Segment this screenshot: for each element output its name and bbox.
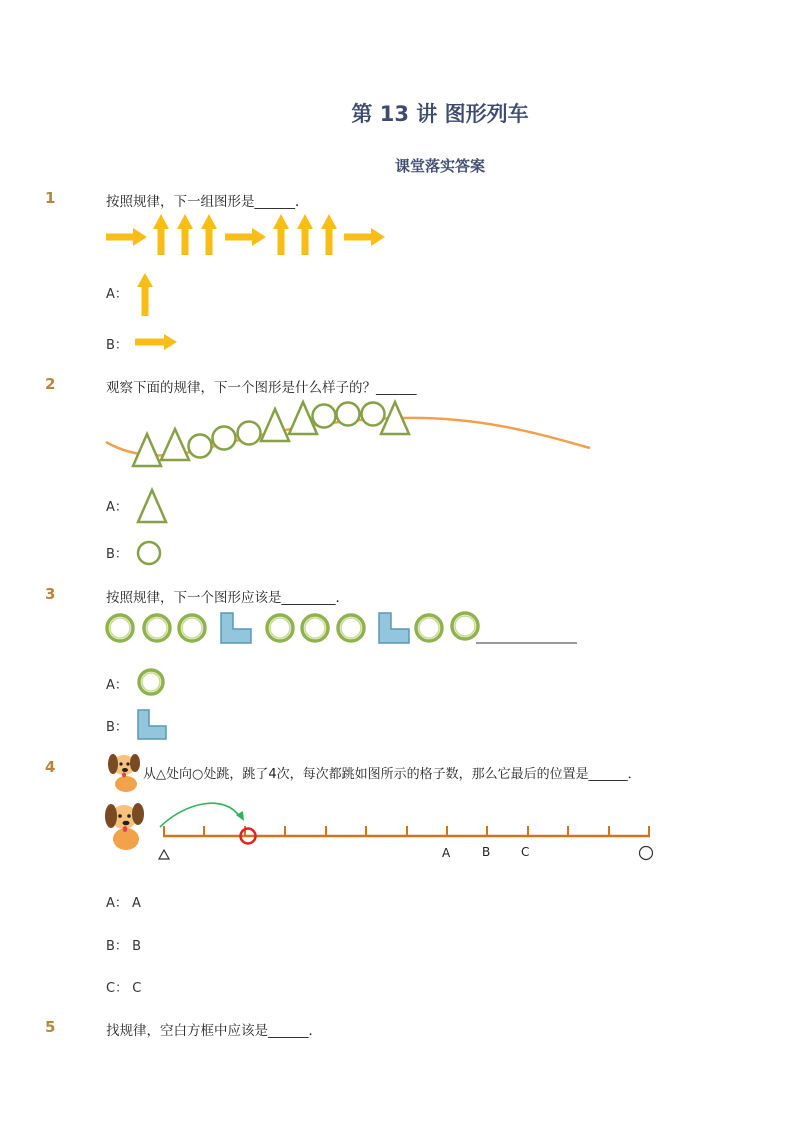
q3-option-b-label: B： — [106, 720, 128, 735]
q3-option-a[interactable] — [106, 674, 128, 693]
question-1-number: 1 — [45, 189, 56, 207]
q2-option-b-label: B： — [106, 547, 128, 562]
jump-arrow — [160, 803, 240, 827]
q4-option-c-value: C — [132, 981, 142, 996]
ring-icon — [144, 615, 170, 641]
triangle-icon — [135, 487, 171, 525]
question-2-shape-train — [100, 396, 600, 476]
q4-option-c[interactable] — [106, 977, 141, 996]
q3-option-a-label: A： — [106, 678, 128, 693]
arrow-up-icon — [153, 214, 169, 255]
question-2-number: 2 — [45, 375, 56, 393]
question-1-arrow-sequence — [104, 213, 394, 257]
arrow-right-icon — [106, 228, 147, 246]
page-subtitle: 课堂落实答案 — [394, 157, 485, 175]
ring-icon — [416, 615, 442, 641]
arrow-right-icon — [135, 332, 179, 352]
question-3-number: 3 — [45, 585, 56, 603]
arrow-up-icon — [321, 214, 337, 255]
q4-option-a-value: A — [132, 896, 141, 911]
l-shape-icon — [379, 613, 409, 643]
question-1-text: 按照规律，下一组图形是______． — [106, 194, 309, 210]
start-triangle-icon — [159, 850, 169, 859]
question-2-text: 观察下面的规律，下一个图形是什么样子的？______ — [106, 380, 417, 396]
l-shape-icon — [136, 708, 170, 742]
ring-icon — [107, 615, 133, 641]
q1-option-b[interactable] — [106, 334, 128, 353]
triangle-icon — [261, 409, 289, 441]
triangle-icon — [133, 434, 161, 466]
q4-option-a-label: A： — [106, 896, 128, 911]
q1-option-a[interactable] — [106, 283, 128, 302]
arrow-up-icon — [135, 272, 155, 316]
question-4-jump-track — [104, 795, 664, 865]
q4-option-b[interactable] — [106, 935, 141, 954]
ring-icon — [267, 615, 293, 641]
q4-option-b-label: B： — [106, 939, 128, 954]
question-5-number: 5 — [45, 1018, 56, 1036]
track-label-b: B — [482, 845, 491, 859]
ring-icon — [179, 615, 205, 641]
arrow-right-icon — [225, 228, 266, 246]
circle-icon — [136, 539, 164, 567]
circle-icon — [238, 422, 261, 445]
q1-option-a-label: A： — [106, 287, 128, 302]
circle-icon — [337, 403, 360, 426]
page-title: 第 13 讲 图形列车 — [351, 102, 529, 126]
q2-option-b[interactable] — [106, 543, 128, 562]
ring-icon — [338, 615, 364, 641]
q4-option-b-value: B — [132, 939, 141, 954]
circle-icon — [313, 405, 336, 428]
question-5-text: 找规律，空白方框中应该是______． — [106, 1023, 322, 1039]
circle-icon — [189, 435, 212, 458]
dog-icon — [105, 803, 144, 850]
l-shape-icon — [221, 613, 251, 643]
arrow-up-icon — [201, 214, 217, 255]
question-4-number: 4 — [45, 758, 56, 776]
dog-icon — [104, 748, 146, 794]
triangle-icon — [161, 429, 189, 460]
q1-option-b-label: B： — [106, 338, 128, 353]
q4-option-c-label: C： — [106, 981, 129, 996]
ring-icon — [302, 615, 328, 641]
number-line-ticks — [164, 826, 649, 836]
q3-option-b[interactable] — [106, 716, 128, 735]
arrow-up-icon — [273, 214, 289, 255]
q4-option-a[interactable] — [106, 892, 141, 911]
arrow-up-icon — [297, 214, 313, 255]
question-3-shape-sequence — [104, 610, 584, 650]
arrow-right-icon — [344, 228, 385, 246]
question-3-text: 按照规律，下一个图形应该是________． — [106, 590, 349, 606]
arrow-up-icon — [177, 214, 193, 255]
q2-option-a[interactable] — [106, 496, 128, 515]
end-circle-icon — [640, 847, 653, 860]
circle-icon — [362, 403, 385, 426]
circle-icon — [213, 427, 236, 450]
ring-icon — [135, 666, 167, 698]
q2-option-a-label: A： — [106, 500, 128, 515]
track-label-a: A — [442, 846, 451, 860]
ring-icon — [452, 613, 478, 639]
track-label-c: C — [521, 845, 530, 859]
question-4-text: 从△处向○处跳，跳了4次，每次都跳如图所示的格子数，那么它最后的位置是______． — [143, 767, 641, 782]
